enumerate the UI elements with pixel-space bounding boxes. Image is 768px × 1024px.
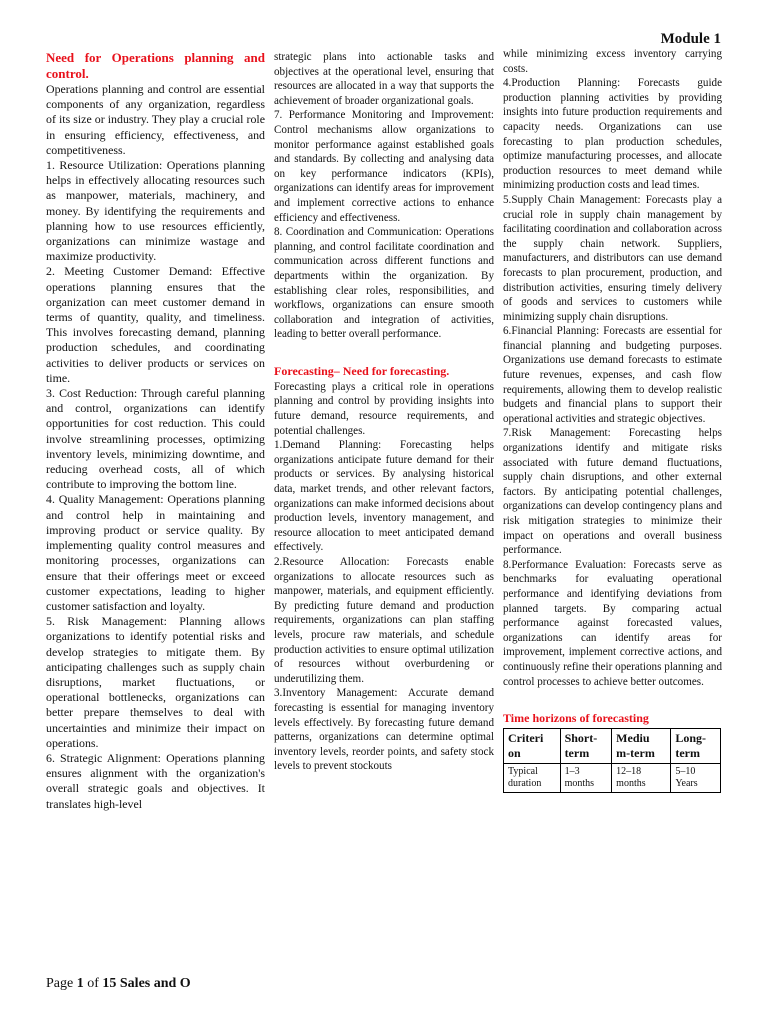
column-3 — [503, 47, 722, 793]
section-heading-operations: Need for Operations planning and control. — [46, 50, 265, 81]
section-heading-time-horizons: Time horizons of forecasting — [503, 711, 649, 726]
table-cell: 5–10 Years — [671, 764, 721, 793]
table-header-row — [504, 729, 721, 764]
paragraph: 8.Performance Evaluation: Forecasts serve as benchmarks for evaluating operational performance and identifying deviations from planned targets. By comparing actual performance against forecasted values, organizations can identify areas for improvement, implement corrective actions, and continuously refine their operations planning and control processes to achieve better outcomes. — [503, 558, 722, 688]
paragraph: 1. Resource Utilization: Operations planning helps in effectively allocating resources such as manpower, materials, machinery, and money. By identifying the requirements and planning how to use resources efficiently, organizations can minimize wastage and maximize productivity. — [46, 158, 265, 264]
footer-page-label: Page — [46, 976, 74, 991]
paragraph: 5. Risk Management: Planning allows organizations to identify potential risks and develop strategies to mitigate them. By anticipating challenges such as supply chain disruptions, market fluctuations, or operational bottlenecks, organizations can better prepare themselves to deal with uncertainties and minimize their impact on operations. — [46, 614, 265, 750]
table-row — [504, 764, 721, 793]
table-cell: 12–18 months — [612, 764, 671, 793]
footer-of-label: of — [87, 976, 99, 991]
section-heading-forecasting: Forecasting– Need for forecasting. — [274, 363, 450, 378]
paragraph: 4.Production Planning: Forecasts guide production planning activities by providing insights into future production requirements and capacity needs. Organizations can use forecasting to plan production schedules, optimize manufacturing processes, and allocate production resources to meet demand while minimizing production costs and lead times. — [503, 77, 722, 192]
paragraph: 7.Risk Management: Forecasting helps organizations identify and mitigate risks associated with future demand fluctuations, supply chain disruptions, and other external factors. By anticipating potential challenges, organizations can develop contingency plans and risk mitigation strategies to minimize their impact on operations and overall business performance. — [503, 427, 722, 557]
footer-page-total: 15 — [102, 976, 117, 991]
paragraph: 3.Inventory Management: Accurate demand forecasting is essential for managing inventory levels effectively. By forecasting future demand patterns, organizations can determine optimal inventory levels, reorder points, and safety stock levels to prevent stockouts — [274, 687, 494, 773]
paragraph: 7. Performance Monitoring and Improvement: Control mechanisms allow organizations to monitor performance against established goals and standards. By collecting and analysing data on key performance indicators (KPIs), organizations can identify areas for improvement and implement corrective actions to enhance efficiency and effectiveness. — [274, 109, 494, 224]
table-header-cell: Short-term — [560, 729, 612, 764]
footer-page-number: 1 — [76, 976, 84, 991]
paragraph: 6.Financial Planning: Forecasts are essential for financial planning and budgeting purposes. Organizations use demand forecasts to estimate future revenues, expenses, and cash flow requirements, allowing them to develop realistic budgets and financial plans to support their operational activities and strategic objectives. — [503, 325, 722, 425]
table-cell: Typical duration — [504, 764, 561, 793]
paragraph: 3. Cost Reduction: Through careful planning and control, organizations can identify opportunities for cost reduction. This could involve streamlining processes, optimizing inventory levels, minimizing downtime, and reducing overhead costs, all of which contribute to improving the bottom line. — [46, 386, 265, 492]
column-2 — [274, 50, 494, 774]
time-horizons-table — [503, 728, 721, 793]
page-footer — [46, 976, 191, 992]
paragraph: 2. Meeting Customer Demand: Effective operations planning ensures that the organization can meet customer demand in terms of quantity, quality, and timeliness. This involves forecasting demand, planning production schedules, and coordinating activities to deliver products or services on time. — [46, 264, 265, 385]
module-label: Module 1 — [660, 31, 721, 47]
table-header-cell: Criteri on — [504, 729, 561, 764]
paragraph: strategic plans into actionable tasks and objectives at the operational level, ensuring that resources are allocated in a way that supports the achievement of broader organizational goals. — [274, 51, 494, 107]
table-cell: 1–3 months — [560, 764, 612, 793]
table-header-cell: Long-term — [671, 729, 721, 764]
paragraph: 5.Supply Chain Management: Forecasts play a crucial role in supply chain management by facilitating coordination and collaboration across the supply chain network. Suppliers, manufacturers, and distributors can use demand forecasts to plan procurement, production, and distribution activities, ensuring timely delivery of goods and services to customers while minimizing supply chain disruptions. — [503, 193, 722, 323]
paragraph: Forecasting plays a critical role in operations planning and control by providing insights into future demand, resource requirements, and potential challenges. — [274, 380, 494, 437]
table-header-cell: Mediu m-term — [612, 729, 671, 764]
column-1 — [46, 50, 265, 812]
paragraph: Operations planning and control are essential components of any organization, regardless of its size or industry. They play a crucial role in ensuring efficiency, effectiveness, and competitiveness. — [46, 82, 265, 157]
paragraph: while minimizing excess inventory carrying costs. — [503, 48, 722, 75]
paragraph: 6. Strategic Alignment: Operations planning ensures alignment with the organization's overall strategic goals and objectives. It translates high-level — [46, 750, 265, 811]
paragraph: 4. Quality Management: Operations planning and control help in maintaining and improving product or service quality. By implementing quality control measures and monitoring processes, organizations can ensure that their offerings meet or exceed customer expectations, leading to higher customer satisfaction and loyalty. — [46, 492, 265, 613]
paragraph: 2.Resource Allocation: Forecasts enable organizations to allocate resources such as manpower, materials, and equipment efficiently. By predicting future demand and production requirements, organizations can plan staffing levels, procure raw materials, and schedule production activities to ensure optimal utilization of resources without overburdening or underutilizing them. — [274, 556, 494, 685]
paragraph: 1.Demand Planning: Forecasting helps organizations anticipate future demand for their products or services. By analysing historical data, market trends, and other relevant factors, organizations can make informed decisions about production levels, inventory management, and resource allocation to meet anticipated demand effectively. — [274, 439, 494, 554]
footer-course: Sales and O — [119, 976, 191, 991]
paragraph: 8. Coordination and Communication: Operations planning, and control facilitate coordination and communication across different functions and departments within the organization. By establishing clear roles, responsibilities, and workflows, organizations can ensure smooth collaboration and integration of activities, leading to better overall performance. — [274, 226, 494, 341]
